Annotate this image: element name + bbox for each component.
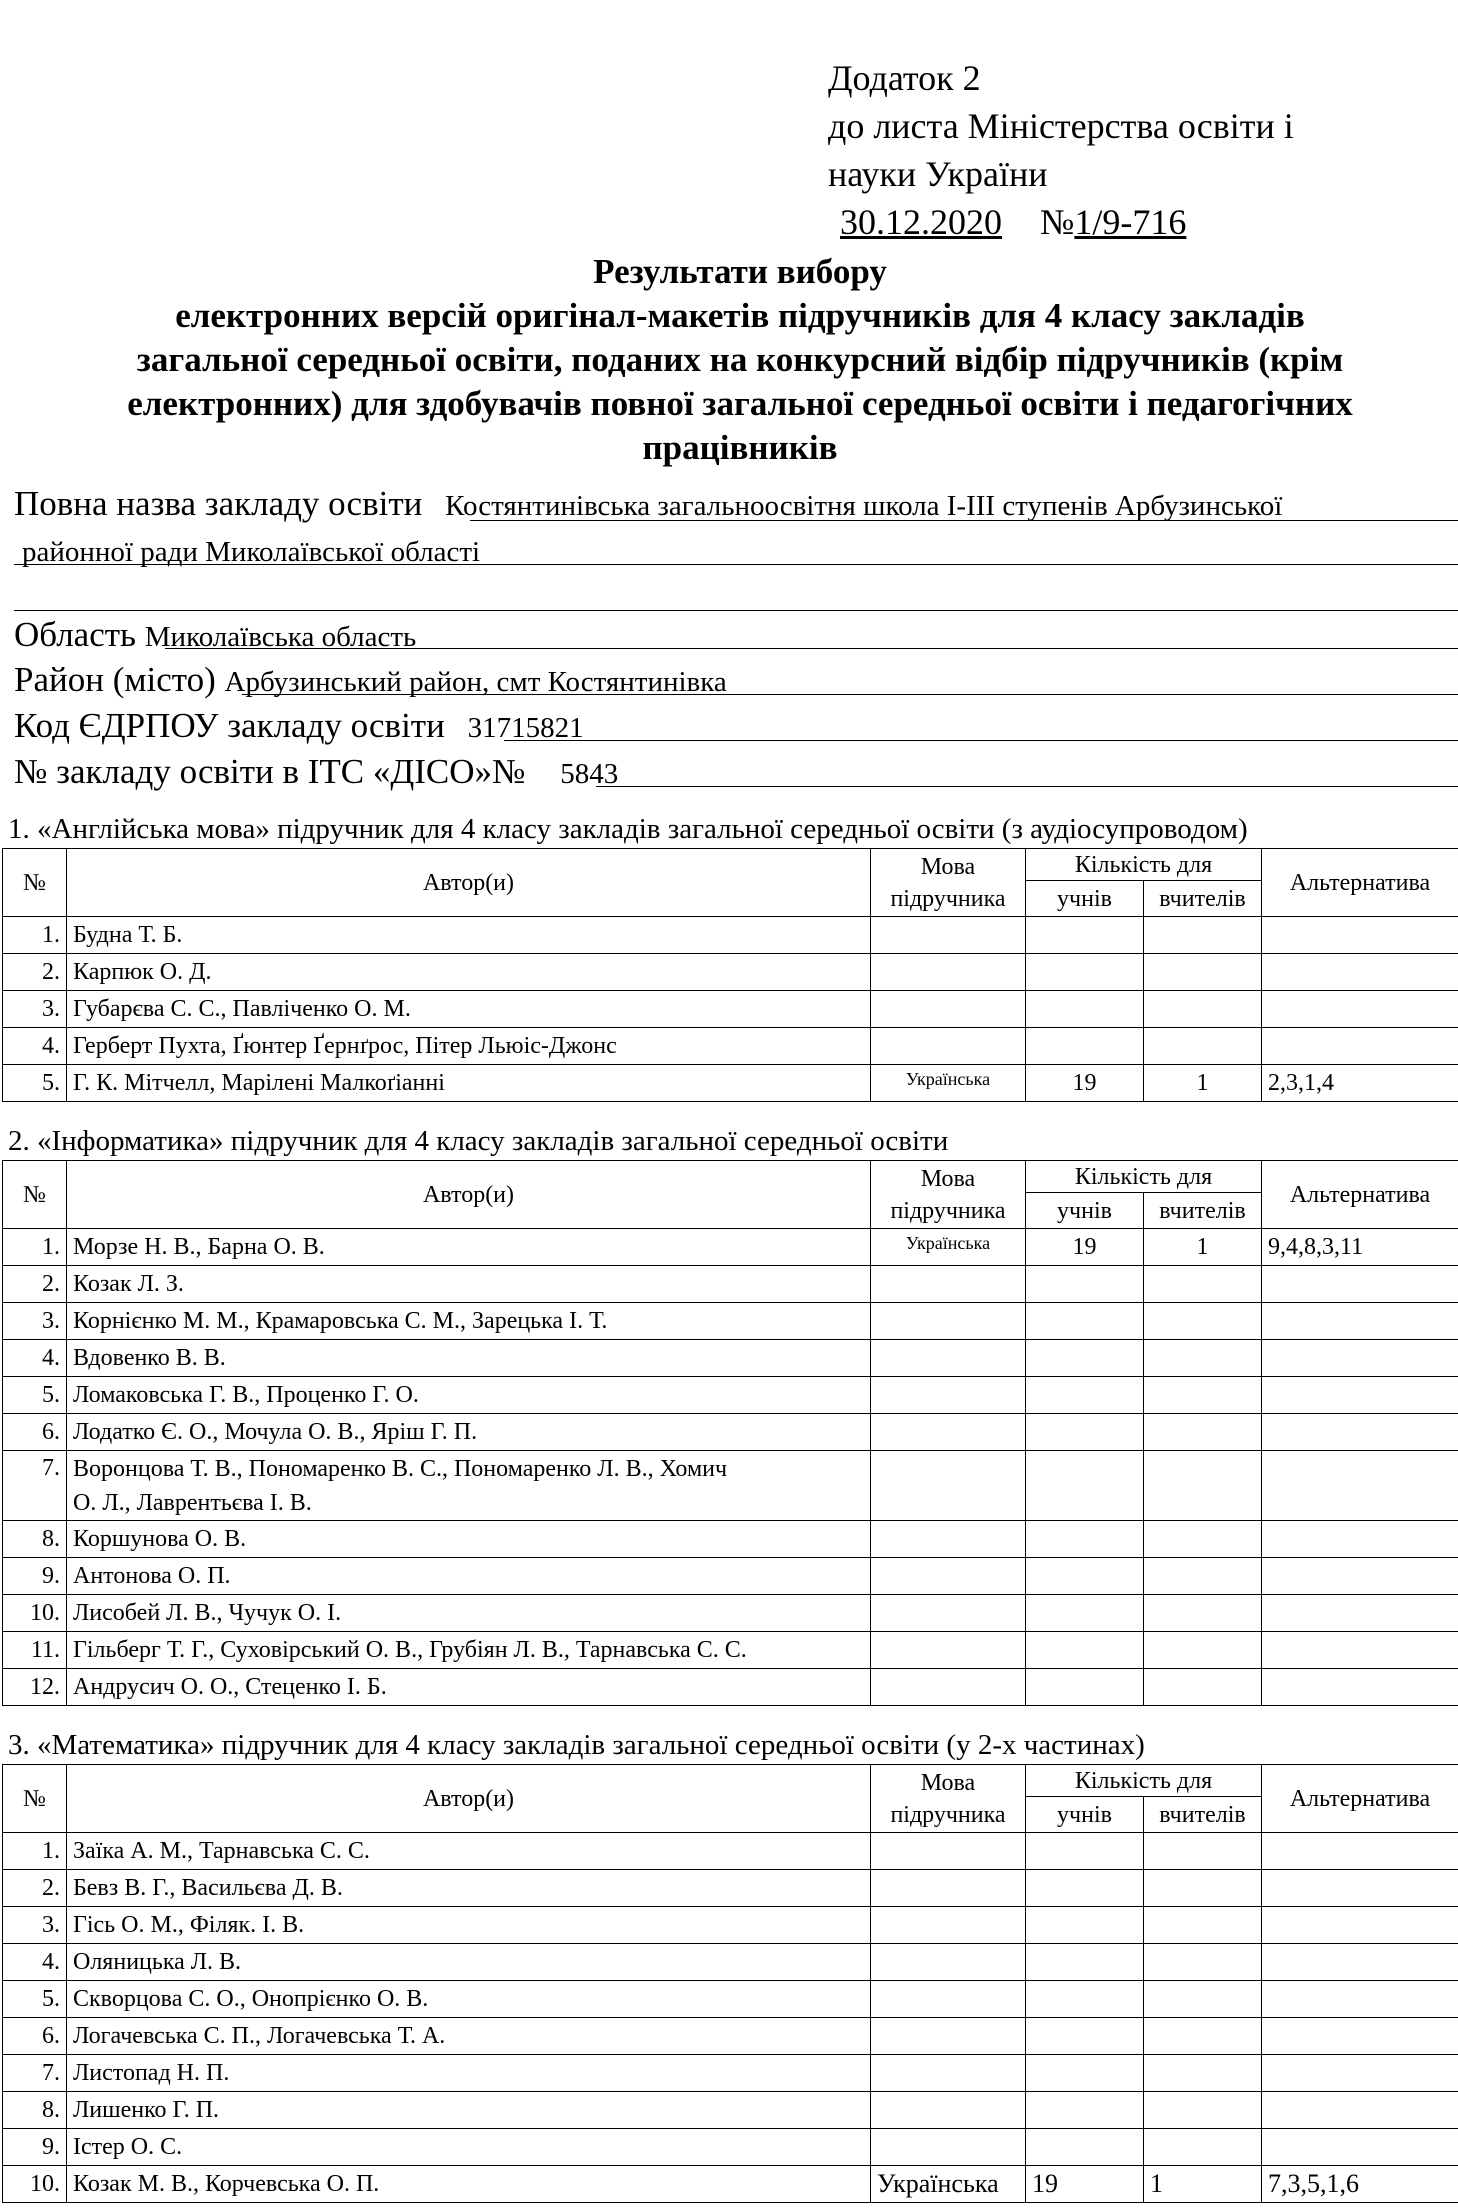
row-language bbox=[871, 1981, 1026, 2018]
row-language bbox=[871, 1303, 1026, 1340]
row-students bbox=[1026, 1521, 1144, 1558]
row-language bbox=[871, 1907, 1026, 1944]
row-alternative bbox=[1262, 2092, 1458, 2129]
row-teachers bbox=[1144, 2018, 1262, 2055]
col-header-language-2: підручника bbox=[890, 1801, 1006, 1828]
col-header-language-1: Мова bbox=[920, 1769, 976, 1796]
row-author: Губарєва С. С., Павліченко О. М. bbox=[67, 991, 871, 1028]
region-value: Миколаївська область bbox=[144, 621, 417, 653]
row-alternative: 7,3,5,1,6 bbox=[1262, 2166, 1458, 2203]
table-row bbox=[3, 1558, 1458, 1595]
row-number: 11. bbox=[3, 1632, 67, 1669]
col-header-author: Автор(и) bbox=[67, 1765, 871, 1833]
col-header-students: учнів bbox=[1026, 1193, 1144, 1229]
row-teachers bbox=[1144, 917, 1262, 954]
district-value: Арбузинський район, смт Костянтинівка bbox=[224, 666, 727, 698]
row-alternative bbox=[1262, 1833, 1458, 1870]
row-alternative bbox=[1262, 1340, 1458, 1377]
row-number: 8. bbox=[3, 1521, 67, 1558]
section-3-title-text: «Математика» підручник для 4 класу закладів загальної середньої освіти (у 2-х частинах) bbox=[37, 1729, 1145, 1761]
row-students bbox=[1026, 1833, 1144, 1870]
row-students bbox=[1026, 2018, 1144, 2055]
row-students bbox=[1026, 1377, 1144, 1414]
row-teachers bbox=[1144, 2055, 1262, 2092]
row-number: 8. bbox=[3, 2092, 67, 2129]
row-language bbox=[871, 1451, 1026, 1521]
col-header-language bbox=[871, 1765, 1026, 1833]
row-teachers: 1 bbox=[1144, 1229, 1262, 1266]
row-language bbox=[871, 1558, 1026, 1595]
row-language bbox=[871, 1944, 1026, 1981]
section-3-number: 3. bbox=[8, 1729, 30, 1761]
row-teachers bbox=[1144, 1303, 1262, 1340]
row-alternative bbox=[1262, 991, 1458, 1028]
row-author: Козак М. В., Корчевська О. П. bbox=[67, 2166, 871, 2203]
edrpou-field bbox=[14, 706, 1458, 748]
row-alternative: 2,3,1,4 bbox=[1262, 1065, 1458, 1102]
row-number: 10. bbox=[3, 2166, 67, 2203]
row-author: Корнієнко М. М., Крамаровська С. М., Зарецька І. Т. bbox=[67, 1303, 871, 1340]
row-students bbox=[1026, 1870, 1144, 1907]
row-language bbox=[871, 1833, 1026, 1870]
addendum-line-2: до листа Міністерства освіти і bbox=[828, 106, 1294, 146]
title-line-3: загальної середньої освіти, поданих на конкурсний відбір підручників (крім bbox=[136, 340, 1344, 379]
row-author: Лишенко Г. П. bbox=[67, 2092, 871, 2129]
row-students bbox=[1026, 1981, 1144, 2018]
section-1-title-text: «Англійська мова» підручник для 4 класу закладів загальної середньої освіти (з аудіосупроводом) bbox=[37, 813, 1248, 845]
row-number: 1. bbox=[3, 917, 67, 954]
row-teachers bbox=[1144, 1944, 1262, 1981]
row-teachers bbox=[1144, 1669, 1262, 1706]
row-language: Українська bbox=[871, 1229, 1026, 1266]
row-language bbox=[871, 2129, 1026, 2166]
row-teachers bbox=[1144, 1870, 1262, 1907]
letter-date: 30.12.2020 bbox=[840, 202, 1002, 242]
table-row bbox=[3, 917, 1458, 954]
table-row bbox=[3, 1870, 1458, 1907]
row-teachers bbox=[1144, 1451, 1262, 1521]
col-header-teachers: вчителів bbox=[1144, 1797, 1262, 1833]
school-name-value-1: Костянтинівська загальноосвітня школа І-ІІІ ступенів Арбузинської bbox=[445, 490, 1283, 522]
its-number-field bbox=[14, 752, 1458, 794]
col-header-teachers: вчителів bbox=[1144, 1193, 1262, 1229]
row-students bbox=[1026, 954, 1144, 991]
row-author: Вдовенко В. В. bbox=[67, 1340, 871, 1377]
row-language bbox=[871, 1595, 1026, 1632]
letter-number-label: № bbox=[1040, 202, 1075, 242]
row-alternative bbox=[1262, 1944, 1458, 1981]
col-header-no: № bbox=[3, 1161, 67, 1229]
row-alternative bbox=[1262, 1451, 1458, 1521]
row-author: Антонова О. П. bbox=[67, 1558, 871, 1595]
row-alternative bbox=[1262, 2055, 1458, 2092]
row-author: Листопад Н. П. bbox=[67, 2055, 871, 2092]
table-row bbox=[3, 1981, 1458, 2018]
school-name-label: Повна назва закладу освіти bbox=[14, 484, 423, 523]
row-alternative bbox=[1262, 954, 1458, 991]
col-header-alternative: Альтернатива bbox=[1262, 849, 1458, 917]
row-number: 7. bbox=[3, 1451, 67, 1521]
row-number: 7. bbox=[3, 2055, 67, 2092]
col-header-no: № bbox=[3, 849, 67, 917]
row-students bbox=[1026, 1028, 1144, 1065]
row-alternative bbox=[1262, 2018, 1458, 2055]
row-alternative bbox=[1262, 1558, 1458, 1595]
col-header-alternative: Альтернатива bbox=[1262, 1161, 1458, 1229]
col-header-teachers: вчителів bbox=[1144, 881, 1262, 917]
section-2-table bbox=[2, 1160, 1458, 1706]
col-header-language-2: підручника bbox=[890, 885, 1006, 912]
row-teachers bbox=[1144, 1266, 1262, 1303]
table-row bbox=[3, 2018, 1458, 2055]
row-author: Андрусич О. О., Стеценко І. Б. bbox=[67, 1669, 871, 1706]
row-students bbox=[1026, 1303, 1144, 1340]
table-row bbox=[3, 2055, 1458, 2092]
row-author: Карпюк О. Д. bbox=[67, 954, 871, 991]
row-number: 4. bbox=[3, 1944, 67, 1981]
row-number: 5. bbox=[3, 1065, 67, 1102]
row-number: 4. bbox=[3, 1340, 67, 1377]
row-teachers bbox=[1144, 1414, 1262, 1451]
row-number: 2. bbox=[3, 1266, 67, 1303]
row-language bbox=[871, 954, 1026, 991]
row-teachers bbox=[1144, 1595, 1262, 1632]
row-author: Істер О. С. bbox=[67, 2129, 871, 2166]
row-language bbox=[871, 1870, 1026, 1907]
row-author: Морзе Н. В., Барна О. В. bbox=[67, 1229, 871, 1266]
edrpou-label: Код ЄДРПОУ закладу освіти bbox=[14, 706, 445, 745]
col-header-language-2: підручника bbox=[890, 1197, 1006, 1224]
row-students bbox=[1026, 1907, 1144, 1944]
row-students bbox=[1026, 1340, 1144, 1377]
row-alternative bbox=[1262, 1870, 1458, 1907]
row-teachers bbox=[1144, 1907, 1262, 1944]
table-row bbox=[3, 1229, 1458, 1266]
row-alternative bbox=[1262, 1303, 1458, 1340]
table-row bbox=[3, 1303, 1458, 1340]
row-number: 6. bbox=[3, 1414, 67, 1451]
its-number-underline bbox=[596, 786, 1458, 787]
row-language bbox=[871, 2092, 1026, 2129]
section-2-number: 2. bbox=[8, 1125, 30, 1157]
row-language bbox=[871, 1028, 1026, 1065]
row-students bbox=[1026, 1414, 1144, 1451]
row-teachers bbox=[1144, 1981, 1262, 2018]
letter-number: 1/9-716 bbox=[1074, 202, 1187, 242]
row-language bbox=[871, 1340, 1026, 1377]
table-row bbox=[3, 1521, 1458, 1558]
row-teachers bbox=[1144, 1558, 1262, 1595]
row-alternative bbox=[1262, 2129, 1458, 2166]
row-number: 6. bbox=[3, 2018, 67, 2055]
title-line-5: працівників bbox=[642, 428, 838, 467]
letter-reference bbox=[828, 198, 1294, 246]
row-alternative bbox=[1262, 1907, 1458, 1944]
title-line-2: електронних версій оригінал-макетів підручників для 4 класу закладів bbox=[175, 296, 1305, 335]
school-name-underline-3 bbox=[14, 610, 1458, 611]
col-header-students: учнів bbox=[1026, 881, 1144, 917]
row-number: 2. bbox=[3, 954, 67, 991]
col-header-author: Автор(и) bbox=[67, 849, 871, 917]
region-underline bbox=[165, 648, 1458, 649]
section-1-table bbox=[2, 848, 1458, 1102]
its-number-value: 5843 bbox=[560, 758, 619, 790]
row-teachers bbox=[1144, 2129, 1262, 2166]
row-author: Г. К. Мітчелл, Марілені Малкоґіанні bbox=[67, 1065, 871, 1102]
addendum-line-3: науки України bbox=[828, 154, 1048, 194]
table-row bbox=[3, 991, 1458, 1028]
row-students bbox=[1026, 1595, 1144, 1632]
district-label: Район (місто) bbox=[14, 660, 216, 699]
its-number-label: № закладу освіти в ІТС «ДІСО»№ bbox=[14, 752, 526, 791]
edrpou-underline bbox=[504, 740, 1458, 741]
row-teachers bbox=[1144, 954, 1262, 991]
table-row bbox=[3, 1595, 1458, 1632]
section-1-number: 1. bbox=[8, 813, 30, 845]
row-students: 19 bbox=[1026, 1065, 1144, 1102]
school-name-underline-1 bbox=[470, 520, 1458, 521]
region-label: Область bbox=[14, 615, 137, 654]
document-title bbox=[20, 250, 1458, 470]
row-number: 5. bbox=[3, 1981, 67, 2018]
row-teachers bbox=[1144, 991, 1262, 1028]
title-line-1: Результати вибору bbox=[593, 252, 887, 291]
row-author: Лодатко Є. О., Мочула О. В., Яріш Г. П. bbox=[67, 1414, 871, 1451]
row-teachers: 1 bbox=[1144, 2166, 1262, 2203]
table-row bbox=[3, 1377, 1458, 1414]
col-header-quantity: Кількість для bbox=[1026, 849, 1262, 881]
row-author: Логачевська С. П., Логачевська Т. А. bbox=[67, 2018, 871, 2055]
row-author: Бевз В. Г., Васильєва Д. В. bbox=[67, 1870, 871, 1907]
row-alternative bbox=[1262, 1028, 1458, 1065]
row-language bbox=[871, 917, 1026, 954]
col-header-quantity: Кількість для bbox=[1026, 1765, 1262, 1797]
row-author: Ломаковська Г. В., Проценко Г. О. bbox=[67, 1377, 871, 1414]
row-number: 3. bbox=[3, 1303, 67, 1340]
school-name-value-2: районної ради Миколаївської області bbox=[22, 536, 481, 568]
row-author: Гільберг Т. Г., Суховірський О. В., Грубіян Л. В., Тарнавська С. С. bbox=[67, 1632, 871, 1669]
title-line-4: електронних) для здобувачів повної загальної середньої освіти і педагогічних bbox=[127, 384, 1353, 423]
row-students: 19 bbox=[1026, 2166, 1144, 2203]
row-students bbox=[1026, 1669, 1144, 1706]
table-row bbox=[3, 1451, 1458, 1521]
row-students bbox=[1026, 2129, 1144, 2166]
row-students: 19 bbox=[1026, 1229, 1144, 1266]
col-header-language-1: Мова bbox=[920, 1165, 976, 1192]
row-language bbox=[871, 1632, 1026, 1669]
table-row bbox=[3, 954, 1458, 991]
row-teachers bbox=[1144, 2092, 1262, 2129]
row-author: Коршунова О. В. bbox=[67, 1521, 871, 1558]
col-header-quantity: Кількість для bbox=[1026, 1161, 1262, 1193]
table-row bbox=[3, 2129, 1458, 2166]
row-alternative bbox=[1262, 1377, 1458, 1414]
table-row bbox=[3, 1632, 1458, 1669]
row-language bbox=[871, 1669, 1026, 1706]
row-language bbox=[871, 1266, 1026, 1303]
row-author: Воронцова Т. В., Пономаренко В. С., Пономаренко Л. В., Хомич О. Л., Лаврентьєва І. В. bbox=[67, 1451, 871, 1521]
row-language bbox=[871, 1414, 1026, 1451]
school-name-field-line-2 bbox=[22, 530, 1458, 572]
col-header-students: учнів bbox=[1026, 1797, 1144, 1833]
row-alternative bbox=[1262, 1595, 1458, 1632]
row-number: 1. bbox=[3, 1833, 67, 1870]
region-field bbox=[14, 615, 1458, 657]
row-teachers bbox=[1144, 1521, 1262, 1558]
table-row bbox=[3, 1414, 1458, 1451]
row-alternative bbox=[1262, 917, 1458, 954]
section-2-title bbox=[8, 1124, 948, 1158]
school-name-underline-2 bbox=[14, 564, 1458, 565]
table-row bbox=[3, 1907, 1458, 1944]
addendum-block bbox=[828, 54, 1294, 246]
row-author: Скворцова С. О., Онопрієнко О. В. bbox=[67, 1981, 871, 2018]
row-students bbox=[1026, 1451, 1144, 1521]
row-number: 3. bbox=[3, 1907, 67, 1944]
table-row bbox=[3, 1028, 1458, 1065]
row-teachers bbox=[1144, 1833, 1262, 1870]
row-language: Українська bbox=[871, 2166, 1026, 2203]
row-teachers bbox=[1144, 1377, 1262, 1414]
row-students bbox=[1026, 2055, 1144, 2092]
row-number: 10. bbox=[3, 1595, 67, 1632]
row-author: Герберт Пухта, Ґюнтер Ґернґрос, Пітер Льюіс-Джонс bbox=[67, 1028, 871, 1065]
row-students bbox=[1026, 1632, 1144, 1669]
table-row bbox=[3, 1266, 1458, 1303]
row-language bbox=[871, 991, 1026, 1028]
row-author: Лисобей Л. В., Чучук О. І. bbox=[67, 1595, 871, 1632]
row-alternative bbox=[1262, 1669, 1458, 1706]
edrpou-value: 31715821 bbox=[467, 712, 584, 744]
col-header-author: Автор(и) bbox=[67, 1161, 871, 1229]
row-number: 4. bbox=[3, 1028, 67, 1065]
row-language: Українська bbox=[871, 1065, 1026, 1102]
section-1-title bbox=[8, 812, 1248, 846]
row-language bbox=[871, 2055, 1026, 2092]
section-2-title-text: «Інформатика» підручник для 4 класу закладів загальної середньої освіти bbox=[37, 1125, 949, 1157]
section-3-title bbox=[8, 1728, 1145, 1762]
row-alternative: 9,4,8,3,11 bbox=[1262, 1229, 1458, 1266]
row-teachers: 1 bbox=[1144, 1065, 1262, 1102]
row-alternative bbox=[1262, 1266, 1458, 1303]
row-alternative bbox=[1262, 1632, 1458, 1669]
row-author: Будна Т. Б. bbox=[67, 917, 871, 954]
row-language bbox=[871, 1377, 1026, 1414]
row-number: 5. bbox=[3, 1377, 67, 1414]
table-row bbox=[3, 2092, 1458, 2129]
row-number: 2. bbox=[3, 1870, 67, 1907]
row-students bbox=[1026, 1944, 1144, 1981]
table-row bbox=[3, 1065, 1458, 1102]
table-row bbox=[3, 1833, 1458, 1870]
row-teachers bbox=[1144, 1340, 1262, 1377]
district-underline bbox=[242, 694, 1458, 695]
row-students bbox=[1026, 991, 1144, 1028]
row-alternative bbox=[1262, 1414, 1458, 1451]
row-teachers bbox=[1144, 1028, 1262, 1065]
row-students bbox=[1026, 1266, 1144, 1303]
row-students bbox=[1026, 917, 1144, 954]
section-3-table bbox=[2, 1764, 1458, 2203]
row-number: 12. bbox=[3, 1669, 67, 1706]
table-row bbox=[3, 1340, 1458, 1377]
row-language bbox=[871, 2018, 1026, 2055]
row-number: 9. bbox=[3, 1558, 67, 1595]
row-number: 3. bbox=[3, 991, 67, 1028]
col-header-alternative: Альтернатива bbox=[1262, 1765, 1458, 1833]
row-number: 9. bbox=[3, 2129, 67, 2166]
district-field bbox=[14, 660, 1458, 702]
row-teachers bbox=[1144, 1632, 1262, 1669]
row-number: 1. bbox=[3, 1229, 67, 1266]
row-author: Заїка А. М., Тарнавська С. С. bbox=[67, 1833, 871, 1870]
col-header-language-1: Мова bbox=[920, 853, 976, 880]
row-author: Оляницька Л. В. bbox=[67, 1944, 871, 1981]
row-alternative bbox=[1262, 1521, 1458, 1558]
row-author: Гісь О. М., Філяк. І. В. bbox=[67, 1907, 871, 1944]
row-alternative bbox=[1262, 1981, 1458, 2018]
table-row bbox=[3, 2166, 1458, 2203]
row-author: Козак Л. З. bbox=[67, 1266, 871, 1303]
addendum-line-1: Додаток 2 bbox=[828, 58, 981, 98]
row-language bbox=[871, 1521, 1026, 1558]
col-header-language bbox=[871, 849, 1026, 917]
row-students bbox=[1026, 1558, 1144, 1595]
table-row bbox=[3, 1669, 1458, 1706]
col-header-no: № bbox=[3, 1765, 67, 1833]
col-header-language bbox=[871, 1161, 1026, 1229]
table-row bbox=[3, 1944, 1458, 1981]
row-students bbox=[1026, 2092, 1144, 2129]
